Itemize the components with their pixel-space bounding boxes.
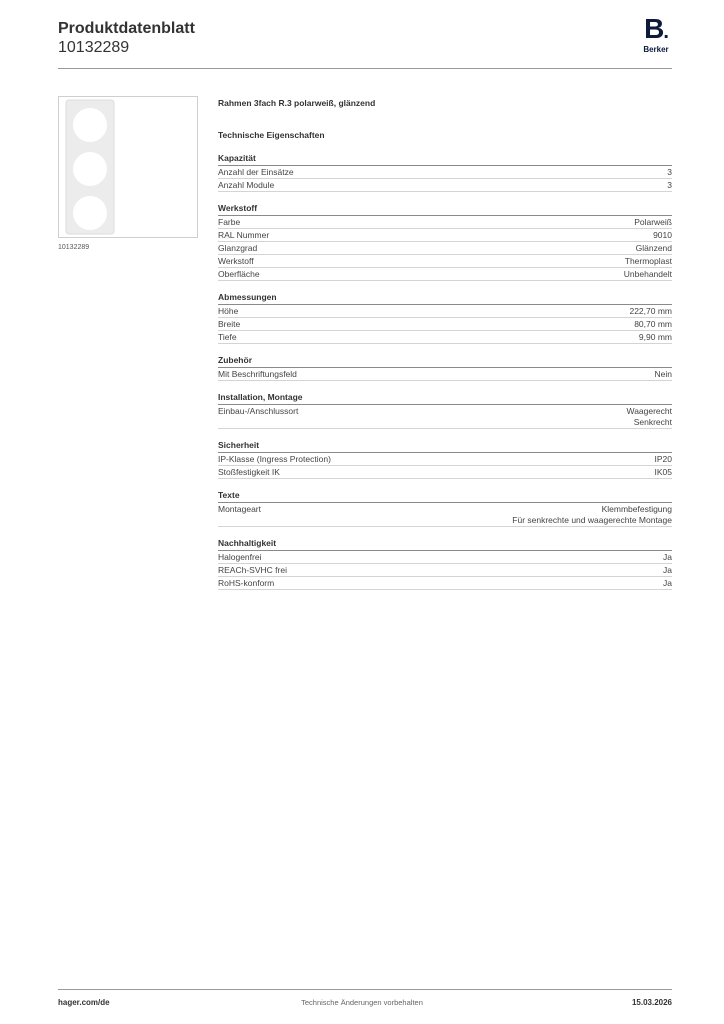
property-value-line: IP20	[654, 454, 672, 464]
property-value-line: Unbehandelt	[623, 269, 672, 279]
property-value-line: Klemmbefestigung	[601, 504, 672, 514]
property-label: Halogenfrei	[218, 552, 262, 562]
property-row	[218, 318, 672, 331]
property-row	[218, 242, 672, 255]
property-value-line: Für senkrechte und waagerechte Montage	[512, 515, 672, 525]
property-value-line: Senkrecht	[633, 417, 672, 427]
footer-website: hager.com/de	[58, 998, 110, 1007]
group-title: Kapazität	[218, 153, 672, 166]
page-header	[58, 13, 672, 68]
property-label: IP-Klasse (Ingress Protection)	[218, 454, 331, 464]
footer-divider	[58, 989, 672, 990]
property-value-line: Polarweiß	[634, 217, 672, 227]
property-value	[261, 552, 672, 563]
document-title: Produktdatenblatt	[58, 20, 195, 37]
property-label: Mit Beschriftungsfeld	[218, 369, 297, 379]
property-value	[240, 319, 672, 330]
property-group	[218, 392, 672, 429]
property-label: Oberfläche	[218, 269, 260, 279]
property-row	[218, 331, 672, 344]
property-label: Einbau-/Anschlussort	[218, 406, 299, 416]
document-number: 10132289	[58, 39, 130, 56]
header-divider	[58, 68, 672, 69]
property-label: Tiefe	[218, 332, 237, 342]
property-row	[218, 551, 672, 564]
footer-date: 15.03.2026	[631, 998, 672, 1007]
property-label: Werkstoff	[218, 256, 254, 266]
property-value-line: Ja	[663, 552, 672, 562]
property-value	[274, 578, 672, 589]
property-row	[218, 564, 672, 577]
property-value-line: Nein	[654, 369, 672, 379]
property-group	[218, 355, 672, 381]
property-value-line: 9010	[653, 230, 672, 240]
group-title: Sicherheit	[218, 440, 672, 453]
property-value-line: 80,70 mm	[634, 319, 672, 329]
property-value-line: 222,70 mm	[629, 306, 672, 316]
property-label: REACh-SVHC frei	[218, 565, 287, 575]
property-value-line: 3	[667, 167, 672, 177]
property-value	[274, 180, 672, 191]
group-title: Nachhaltigkeit	[218, 538, 672, 551]
property-label: Höhe	[218, 306, 239, 316]
product-image	[58, 96, 198, 238]
property-value-line: Thermoplast	[624, 256, 672, 266]
footer-notice: Technische Änderungen vorbehalten	[301, 998, 423, 1007]
group-title: Werkstoff	[218, 203, 672, 216]
property-row	[218, 466, 672, 479]
property-row	[218, 229, 672, 242]
property-value-line: Waagerecht	[626, 406, 672, 416]
property-value-line: Ja	[663, 578, 672, 588]
property-value	[269, 230, 672, 241]
property-value-line: 9,90 mm	[638, 332, 672, 342]
property-row	[218, 577, 672, 590]
property-row	[218, 503, 672, 527]
property-group	[218, 153, 672, 192]
property-value	[237, 332, 672, 343]
property-label: Montageart	[218, 504, 261, 514]
property-row	[218, 268, 672, 281]
property-group	[218, 490, 672, 527]
property-value-line: 3	[667, 180, 672, 190]
property-value	[294, 167, 672, 178]
property-value	[331, 454, 672, 465]
property-group	[218, 538, 672, 590]
property-value	[287, 565, 672, 576]
property-label: Glanzgrad	[218, 243, 258, 253]
property-value	[297, 369, 672, 380]
property-value	[298, 406, 672, 428]
property-group	[218, 292, 672, 344]
property-value	[280, 467, 672, 478]
property-row	[218, 405, 672, 429]
datasheet-content	[218, 96, 672, 590]
property-value-line: IK05	[654, 467, 672, 477]
logo-mark: B.	[644, 13, 668, 44]
group-title: Abmessungen	[218, 292, 672, 305]
property-row	[218, 166, 672, 179]
property-group	[218, 203, 672, 281]
property-value	[257, 243, 672, 254]
property-value	[254, 256, 672, 267]
group-title: Installation, Montage	[218, 392, 672, 405]
logo-text: Berker	[643, 45, 669, 54]
property-value-line: Ja	[663, 565, 672, 575]
property-label: Breite	[218, 319, 241, 329]
group-title: Texte	[218, 490, 672, 503]
property-groups	[218, 153, 672, 590]
property-group	[218, 440, 672, 479]
property-row	[218, 305, 672, 318]
property-label: Farbe	[218, 217, 241, 227]
berker-logo	[640, 13, 672, 54]
property-value	[238, 306, 672, 317]
property-row	[218, 216, 672, 229]
product-name: Rahmen 3fach R.3 polarweiß, glänzend	[218, 98, 376, 108]
group-title: Zubehör	[218, 355, 672, 368]
property-label: Anzahl der Einsätze	[218, 167, 294, 177]
property-label: Anzahl Module	[218, 180, 275, 190]
property-label: RoHS-konform	[218, 578, 275, 588]
property-value	[260, 269, 672, 280]
section-heading: Technische Eigenschaften	[218, 130, 325, 140]
property-row	[218, 368, 672, 381]
property-label: Stoßfestigkeit IK	[218, 467, 280, 477]
property-value	[240, 217, 672, 228]
property-value	[261, 504, 672, 526]
property-row	[218, 453, 672, 466]
triple-frame-picture	[65, 99, 115, 235]
property-value-line: Glänzend	[635, 243, 672, 253]
property-row	[218, 255, 672, 268]
property-row	[218, 179, 672, 192]
property-label: RAL Nummer	[218, 230, 270, 240]
image-caption: 10132289	[58, 244, 90, 251]
